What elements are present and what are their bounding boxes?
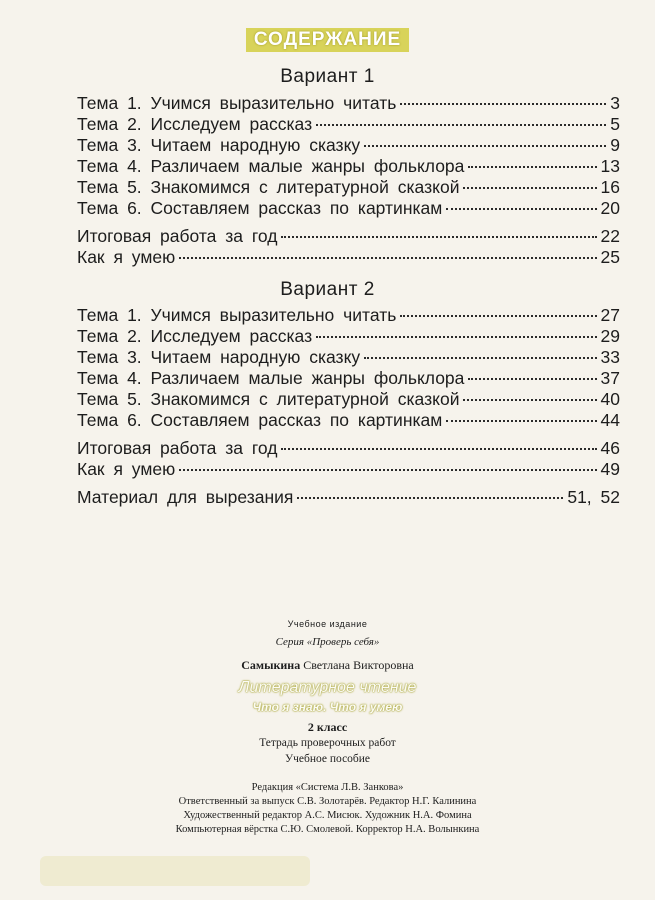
toc-entry xyxy=(77,198,620,219)
toc-leader xyxy=(281,236,596,238)
toc-entry xyxy=(77,226,620,247)
toc-entry xyxy=(77,93,620,114)
toc-entry xyxy=(77,156,620,177)
toc-entry xyxy=(77,177,620,198)
contents-title: СОДЕРЖАНИЕ xyxy=(246,28,409,52)
doc-type: Тетрадь проверочных работ xyxy=(259,737,396,749)
toc-entry xyxy=(77,487,620,508)
doc-kind: Учебное пособие xyxy=(284,753,371,765)
toc-leader xyxy=(463,187,596,189)
toc-entry xyxy=(77,410,620,431)
book-title: Литературное чтение xyxy=(238,679,417,696)
toc-entry xyxy=(77,305,620,326)
page-stain xyxy=(40,856,310,886)
toc-leader xyxy=(400,315,596,317)
toc-entry xyxy=(77,135,620,156)
book-subtitle: Что я знаю. Что я умею xyxy=(252,700,403,714)
toc-page: 44 xyxy=(600,410,620,430)
toc-page: 16 xyxy=(600,177,620,197)
credit-line: Компьютерная вёрстка С.Ю. Смолевой. Корректор Н.А. Волынкина xyxy=(175,824,480,835)
toc-label: Тема 5. Знакомимся с литературной сказкой xyxy=(77,177,460,197)
toc-leader xyxy=(446,208,596,210)
toc-leader xyxy=(364,145,606,147)
toc-label: Тема 5. Знакомимся с литературной сказкой xyxy=(77,389,460,409)
toc-page: 33 xyxy=(600,347,620,367)
toc-page: 20 xyxy=(600,198,620,218)
toc-entry xyxy=(77,326,620,347)
toc-page: 13 xyxy=(600,156,620,176)
contents-heading xyxy=(0,28,655,52)
toc-label: Тема 3. Читаем народную сказку xyxy=(77,347,361,367)
toc-leader xyxy=(316,124,606,126)
toc-page: 5 xyxy=(610,114,620,134)
variant-1-toc xyxy=(77,93,620,268)
toc-leader xyxy=(468,378,596,380)
toc-page: 46 xyxy=(600,438,620,458)
toc-page: 49 xyxy=(600,459,620,479)
toc-label: Тема 2. Исследуем рассказ xyxy=(77,326,313,346)
toc-leader xyxy=(297,497,563,499)
toc-leader xyxy=(179,257,596,259)
toc-page: 3 xyxy=(610,93,620,113)
toc-entry xyxy=(77,114,620,135)
variant-2-toc xyxy=(77,305,620,508)
toc-label: Тема 4. Различаем малые жанры фольклора xyxy=(77,368,465,388)
toc-label: Итоговая работа за год xyxy=(77,438,278,458)
toc-label: Тема 6. Составляем рассказ по картинкам xyxy=(77,410,443,430)
toc-entry xyxy=(77,459,620,480)
toc-label: Тема 1. Учимся выразительно читать xyxy=(77,93,397,113)
credit-line: Ответственный за выпуск С.В. Золотарёв. Редактор Н.Г. Калинина xyxy=(178,796,477,807)
author-last-name: Самыкина xyxy=(241,658,301,672)
toc-page: 40 xyxy=(600,389,620,409)
toc-page: 51, 52 xyxy=(567,487,620,507)
toc-label: Тема 4. Различаем малые жанры фольклора xyxy=(77,156,465,176)
series-label: Серия «Проверь себя» xyxy=(275,636,380,648)
toc-label: Как я умею xyxy=(77,247,176,267)
toc-page: 27 xyxy=(600,305,620,325)
grade-label: 2 класс xyxy=(307,720,348,734)
toc-page: 25 xyxy=(600,247,620,267)
toc-label: Тема 6. Составляем рассказ по картинкам xyxy=(77,198,443,218)
toc-entry xyxy=(77,247,620,268)
toc-leader xyxy=(468,166,596,168)
toc-leader xyxy=(400,103,606,105)
edition-label: Учебное издание xyxy=(287,619,368,629)
toc-leader xyxy=(446,420,596,422)
toc-label: Тема 1. Учимся выразительно читать xyxy=(77,305,397,325)
toc-page: 29 xyxy=(600,326,620,346)
toc-label: Тема 2. Исследуем рассказ xyxy=(77,114,313,134)
toc-entry xyxy=(77,438,620,459)
toc-leader xyxy=(463,399,596,401)
author-first-names: Светлана Викторовна xyxy=(303,658,414,672)
credit-line: Редакция «Система Л.В. Занкова» xyxy=(251,782,404,793)
toc-entry xyxy=(77,368,620,389)
toc-leader xyxy=(364,357,596,359)
variant-2-title: Вариант 2 xyxy=(280,279,375,300)
variant-1-title: Вариант 1 xyxy=(280,66,375,87)
toc-entry xyxy=(77,389,620,410)
toc-page: 37 xyxy=(600,368,620,388)
toc-label: Материал для вырезания xyxy=(77,487,294,507)
credit-line: Художественный редактор А.С. Мисюк. Художник Н.А. Фомина xyxy=(183,810,472,821)
toc-leader xyxy=(281,448,596,450)
toc-label: Как я умею xyxy=(77,459,176,479)
toc-page: 22 xyxy=(600,226,620,246)
toc-leader xyxy=(316,336,596,338)
toc-entry xyxy=(77,347,620,368)
toc-label: Тема 3. Читаем народную сказку xyxy=(77,135,361,155)
toc-leader xyxy=(179,469,596,471)
toc-page: 9 xyxy=(610,135,620,155)
author-line xyxy=(0,658,655,673)
toc-label: Итоговая работа за год xyxy=(77,226,278,246)
